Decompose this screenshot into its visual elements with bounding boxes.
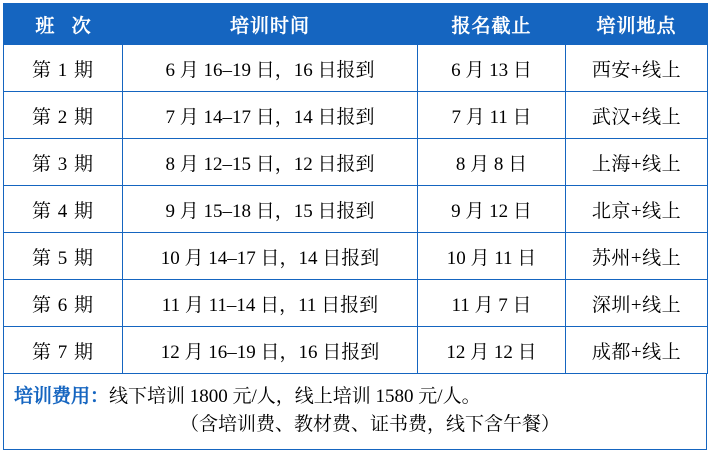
fee-line [14, 383, 696, 411]
table-row [4, 186, 708, 233]
cell-time: 12 月 16–19 日，16 日报到 [123, 327, 418, 374]
fee-label: 培训费用： [14, 386, 110, 407]
cell-place: 苏州+线上 [566, 233, 708, 280]
cell-place: 上海+线上 [566, 139, 708, 186]
cell-period: 第 3 期 [4, 139, 123, 186]
column-header-period: 班 次 [4, 4, 123, 45]
fee-footer [3, 374, 707, 450]
table-row [4, 280, 708, 327]
cell-deadline: 7 月 11 日 [418, 92, 566, 139]
cell-period: 第 4 期 [4, 186, 123, 233]
cell-period: 第 7 期 [4, 327, 123, 374]
cell-time: 9 月 15–18 日，15 日报到 [123, 186, 418, 233]
cell-period: 第 6 期 [4, 280, 123, 327]
training-schedule-sheet [0, 3, 710, 440]
cell-deadline: 6 月 13 日 [418, 45, 566, 92]
table-row [4, 45, 708, 92]
cell-place: 西安+线上 [566, 45, 708, 92]
cell-place: 成都+线上 [566, 327, 708, 374]
table-row [4, 92, 708, 139]
cell-deadline: 10 月 11 日 [418, 233, 566, 280]
cell-period: 第 2 期 [4, 92, 123, 139]
cell-deadline: 12 月 12 日 [418, 327, 566, 374]
cell-place: 武汉+线上 [566, 92, 708, 139]
cell-place: 深圳+线上 [566, 280, 708, 327]
cell-time: 11 月 11–14 日，11 日报到 [123, 280, 418, 327]
column-header-time: 培训时间 [123, 4, 418, 45]
cell-deadline: 8 月 8 日 [418, 139, 566, 186]
cell-time: 10 月 14–17 日，14 日报到 [123, 233, 418, 280]
cell-place: 北京+线上 [566, 186, 708, 233]
cell-period: 第 1 期 [4, 45, 123, 92]
fee-note: （含培训费、教材费、证书费，线下含午餐） [179, 414, 560, 435]
cell-deadline: 9 月 12 日 [418, 186, 566, 233]
training-schedule-table [3, 3, 708, 374]
table-row [4, 327, 708, 374]
cell-deadline: 11 月 7 日 [418, 280, 566, 327]
cell-period: 第 5 期 [4, 233, 123, 280]
table-row [4, 139, 708, 186]
cell-time: 7 月 14–17 日，14 日报到 [123, 92, 418, 139]
table-header-row [4, 4, 708, 45]
table-row [4, 233, 708, 280]
column-header-deadline: 报名截止 [418, 4, 566, 45]
fee-text: 线下培训 1800 元/人，线上培训 1580 元/人。 [109, 386, 481, 407]
cell-time: 6 月 16–19 日，16 日报到 [123, 45, 418, 92]
column-header-place: 培训地点 [566, 4, 708, 45]
cell-time: 8 月 12–15 日，12 日报到 [123, 139, 418, 186]
